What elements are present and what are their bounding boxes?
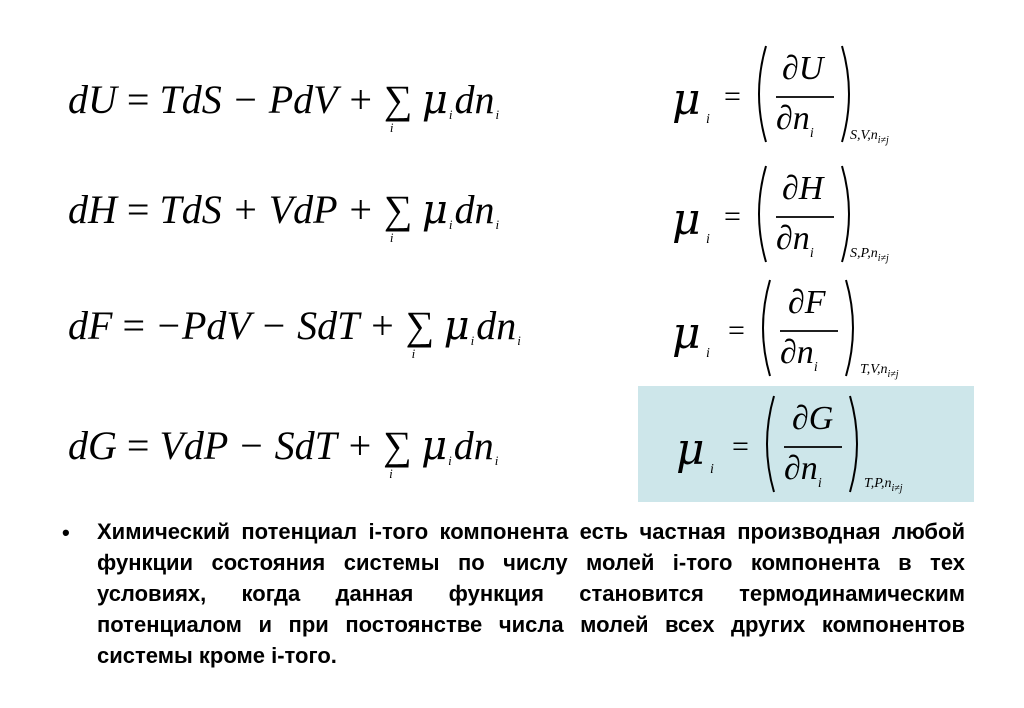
mu-index: i (470, 333, 475, 348)
denominator-index: i (809, 246, 814, 261)
mu-symbol: μ (672, 308, 701, 359)
eq-tail: dn (454, 187, 495, 232)
condition (864, 476, 903, 492)
mu-index: i (448, 453, 452, 468)
condition-subscript: i≠j (877, 135, 889, 146)
condition-text: T,P,n (864, 476, 892, 491)
eq-equals: = (728, 314, 745, 347)
mu-index: i (448, 217, 453, 232)
sum-symbol: ∑ (383, 187, 413, 232)
denominator-text: ∂n (784, 450, 818, 487)
sum-index: i (411, 346, 416, 361)
equation-dU (68, 76, 501, 135)
eq-equals: = (126, 423, 150, 468)
sum-sign (383, 76, 413, 135)
mu-index: i (706, 232, 710, 247)
eq-lhs: dH (68, 187, 117, 232)
denominator-text: ∂n (776, 220, 810, 257)
equation-dG (68, 422, 500, 481)
condition-text: S,P,n (850, 246, 878, 261)
eq-lhs: dU (68, 77, 117, 122)
eq-rhs: −PdV − SdT + (155, 303, 406, 348)
equation-dH (68, 186, 501, 245)
denominator-text: ∂n (776, 100, 810, 137)
potential-F (672, 276, 972, 386)
eq-tail: dn (453, 423, 494, 468)
eq-rhs: VdP − SdT + (159, 423, 384, 468)
eq-lhs: dF (68, 303, 113, 348)
denominator-index: i (813, 360, 818, 375)
eq-rhs: TdS + VdP + (159, 187, 384, 232)
dn-index: i (495, 217, 500, 232)
eq-lhs: dG (68, 423, 117, 468)
mu-index: i (706, 346, 710, 361)
sum-sign (405, 302, 435, 361)
sum-index: i (389, 230, 394, 245)
eq-rhs: TdS − PdV + (159, 77, 384, 122)
equation-dF (68, 302, 523, 361)
numerator: ∂F (788, 284, 826, 321)
sum-symbol: ∑ (383, 423, 412, 468)
numerator: ∂U (782, 50, 824, 87)
mu-symbol: μ (443, 303, 470, 349)
denominator (776, 220, 814, 261)
sum-sign (383, 186, 413, 245)
potential-U (672, 42, 972, 152)
potential-G (676, 392, 972, 502)
numerator: ∂H (782, 170, 824, 207)
eq-equals: = (122, 303, 145, 348)
potential-H (672, 162, 972, 272)
denominator-index: i (809, 126, 814, 141)
sum-index: i (389, 120, 394, 135)
sum-symbol: ∑ (383, 77, 413, 122)
numerator: ∂G (792, 400, 834, 437)
denominator (780, 334, 818, 375)
mu-index: i (448, 107, 453, 122)
condition (850, 246, 889, 262)
denominator (784, 450, 822, 491)
sum-index: i (389, 466, 393, 481)
dn-index: i (494, 453, 499, 468)
eq-equals: = (724, 200, 741, 233)
eq-tail: dn (476, 303, 517, 348)
mu-symbol: μ (672, 194, 701, 245)
condition-text: S,V,n (850, 128, 878, 143)
sum-symbol: ∑ (405, 303, 435, 348)
eq-equals: = (126, 77, 150, 122)
denominator-index: i (817, 476, 822, 491)
mu-symbol: μ (676, 424, 705, 475)
mu-symbol: μ (421, 77, 448, 123)
definition-text: Химический потенциал i-того компонента есть частная производная любой функции состояния системы по числу молей i-того компонента в тех условиях, когда данная функция становится термодинамическим потенциалом и при постоянстве числа молей всех других компонентов системы кроме i-того. (97, 519, 965, 668)
denominator-text: ∂n (780, 334, 814, 371)
denominator (776, 100, 814, 141)
mu-symbol: μ (421, 187, 448, 233)
condition-subscript: i≠j (877, 253, 889, 264)
condition (850, 128, 889, 144)
mu-symbol: μ (421, 423, 448, 469)
sum-sign (383, 422, 412, 481)
eq-equals: = (724, 80, 741, 113)
condition-text: T,V,n (860, 362, 888, 377)
mu-symbol: μ (672, 74, 701, 125)
bullet-icon: • (62, 520, 70, 545)
dn-index: i (517, 333, 521, 348)
condition-subscript: i≠j (891, 483, 903, 494)
eq-equals: = (732, 430, 749, 463)
dn-index: i (495, 107, 500, 122)
mu-index: i (710, 462, 714, 477)
condition (860, 362, 899, 378)
eq-tail: dn (454, 77, 495, 122)
condition-subscript: i≠j (887, 369, 899, 380)
mu-index: i (706, 112, 710, 127)
eq-equals: = (126, 187, 150, 232)
